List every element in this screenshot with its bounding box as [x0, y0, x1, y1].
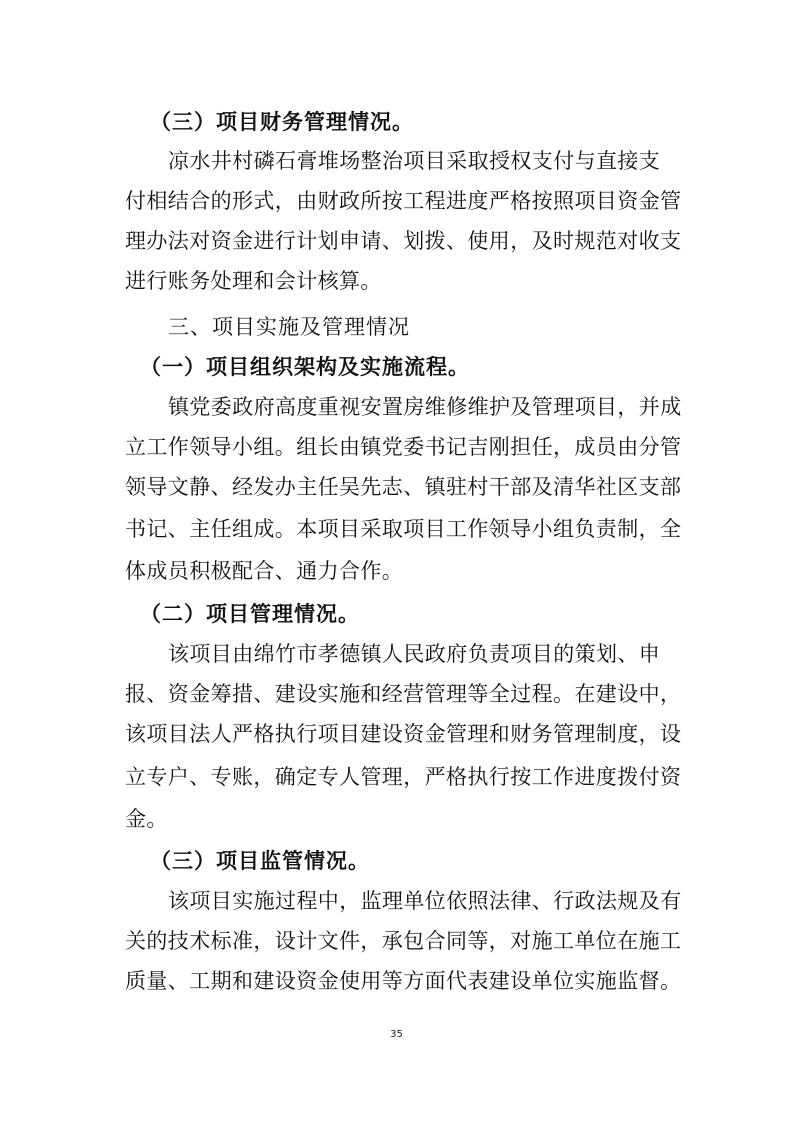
paragraph-line: 体成员积极配合、通力合作。 — [125, 559, 404, 583]
paragraph-line: 书记、主任组成。本项目采取项目工作领导小组负责制，全 — [125, 517, 682, 541]
paragraph-line: 领导文静、经发办主任吴先志、镇驻村干部及清华社区支部 — [125, 475, 682, 499]
section-heading-organization: （一）项目组织架构及实施流程。 — [140, 355, 470, 379]
paragraph-line: 立工作领导小组。组长由镇党委书记吉刚担任，成员由分管 — [125, 435, 682, 459]
section-heading-supervision: （三）项目监管情况。 — [150, 849, 370, 873]
chapter-heading-implementation: 三、项目实施及管理情况 — [168, 315, 410, 339]
paragraph-line: 该项目法人严格执行项目建设资金管理和财务管理制度，设 — [125, 722, 682, 746]
paragraph-line: 该项目实施过程中，监理单位依照法律、行政法规及有 — [168, 889, 682, 913]
section-heading-project-management: （二）项目管理情况。 — [140, 602, 360, 626]
paragraph-line: 关的技术标准，设计文件，承包合同等，对施工单位在施工 — [125, 929, 682, 953]
paragraph-line: 凉水井村磷石膏堆场整治项目采取授权支付与直接支 — [168, 149, 661, 173]
paragraph-line: 报、资金筹措、建设实施和经营管理等全过程。在建设中， — [125, 682, 682, 706]
paragraph-line: 质量、工期和建设资金使用等方面代表建设单位实施监督。 — [125, 969, 682, 993]
page-number: 35 — [390, 1029, 403, 1040]
paragraph-line: 镇党委政府高度重视安置房维修维护及管理项目，并成 — [168, 395, 682, 419]
paragraph-line: 该项目由绵竹市孝德镇人民政府负责项目的策划、申 — [168, 642, 661, 666]
paragraph-line: 付相结合的形式，由财政所按工程进度严格按照项目资金管 — [125, 189, 682, 213]
paragraph-line: 理办法对资金进行计划申请、划拨、使用，及时规范对收支 — [125, 229, 682, 253]
section-heading-finance-management: （三）项目财务管理情况。 — [150, 110, 414, 134]
paragraph-line: 立专户、专账，确定专人管理，严格执行按工作进度拨付资 — [125, 765, 682, 789]
paragraph-line: 进行账务处理和会计核算。 — [125, 269, 382, 293]
paragraph-line: 金。 — [125, 807, 168, 831]
